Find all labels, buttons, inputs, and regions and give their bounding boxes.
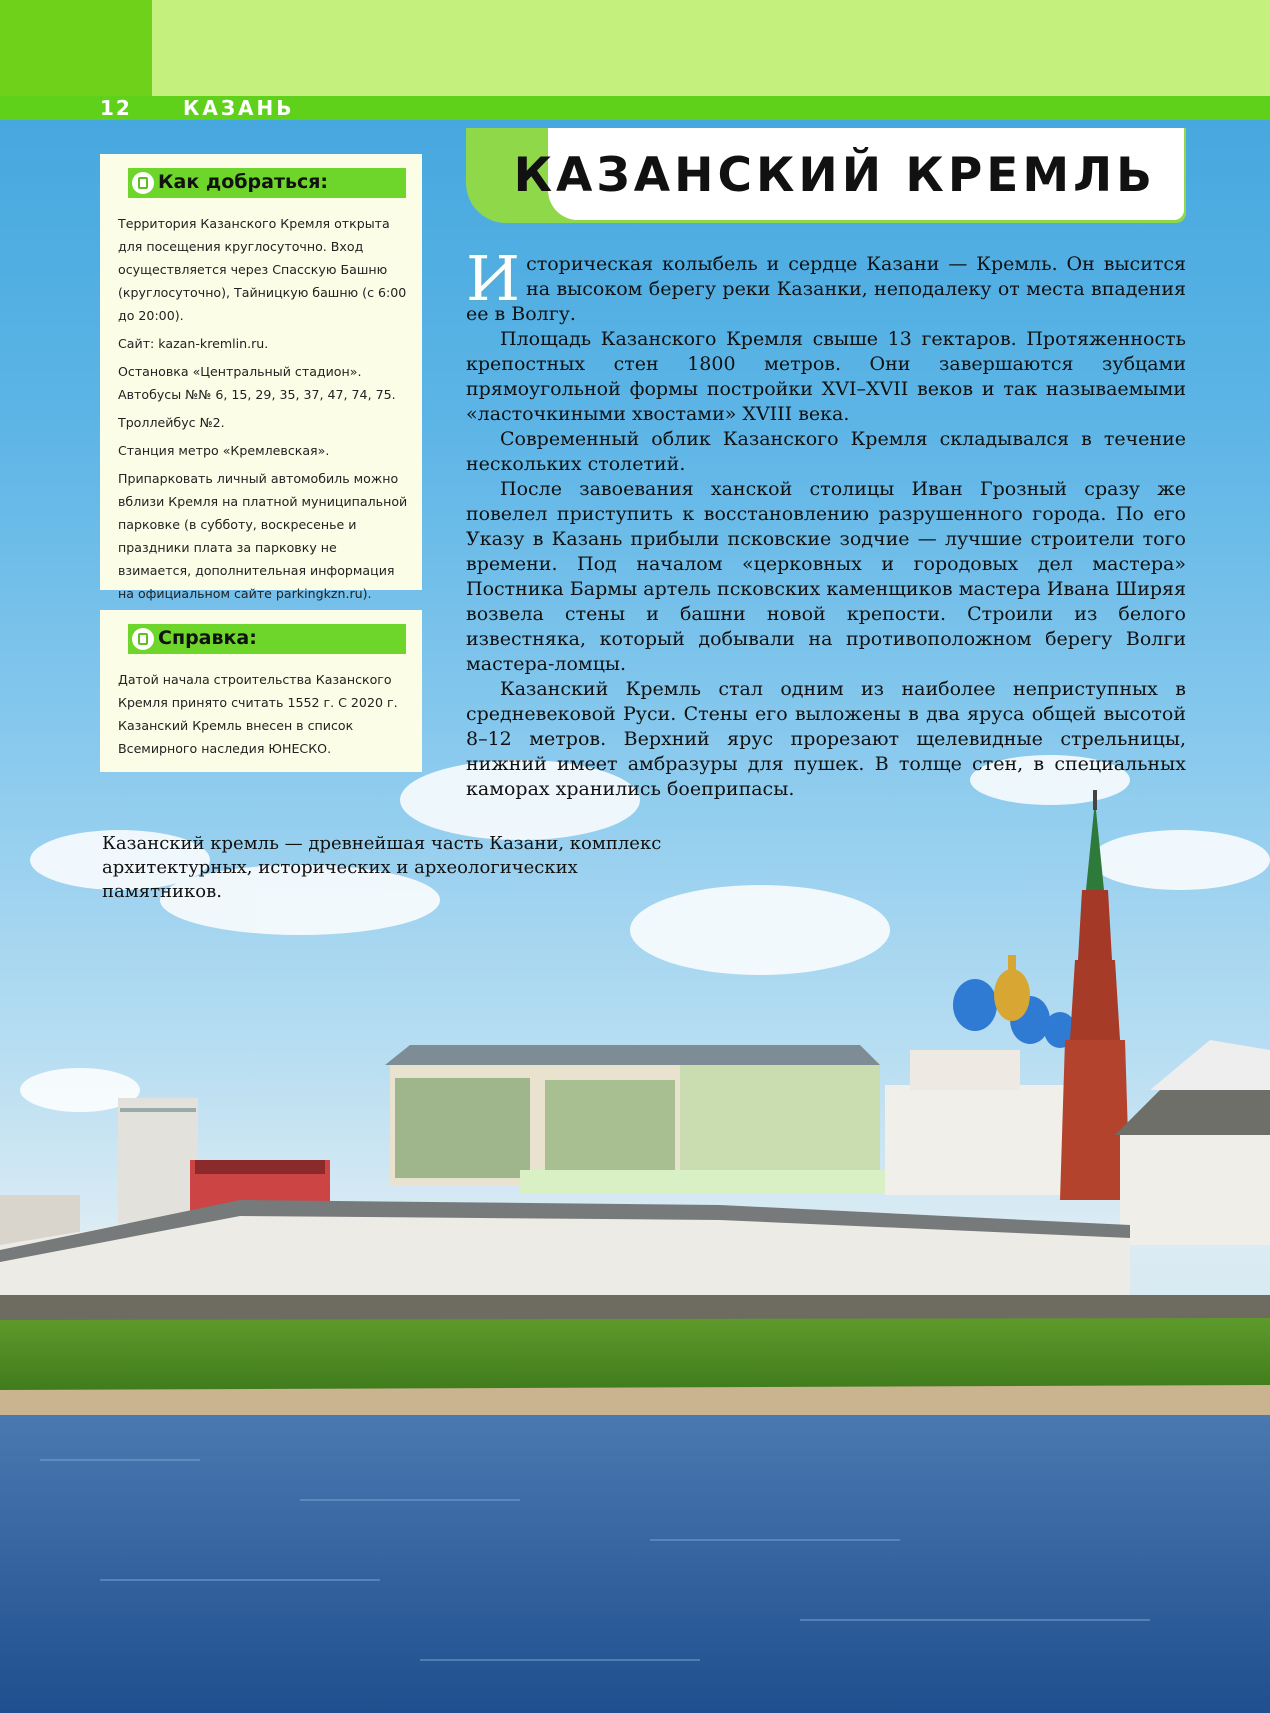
section-title: КАЗАНЬ	[183, 96, 295, 120]
document-icon	[132, 628, 154, 650]
how-to-get-box	[100, 154, 422, 601]
page-title: КАЗАНСКИЙ КРЕМЛЬ	[513, 148, 1156, 203]
how-to-get-paragraph: Припарковать личный автомобиль можно вблизи Кремля на платной муниципальной парковке (в субботу, воскресенье и праздники плата за парковку не взимается, дополнительная информация на официальном сайте parkingkzn.ru).	[118, 471, 408, 601]
bus-icon	[132, 172, 154, 194]
how-to-get-paragraph: Территория Казанского Кремля открыта для посещения круглосуточно. Вход осуществляется через Спасскую Башню (круглосуточно), Тайницкую башню (с 6:00 до 20:00).	[118, 216, 407, 323]
how-to-get-body	[118, 212, 412, 610]
top-band	[0, 0, 1270, 96]
top-band-strip	[0, 0, 152, 96]
article-first-text: сторическая колыбель и сердце Казани — Кремль. Он высится на высоком берегу реки Казанки, неподалеку от места впадения ее в Волгу.	[466, 253, 1186, 325]
photo-caption: Казанский кремль — древнейшая часть Казани, комплекс архитектурных, исторических и археологических памятников.	[102, 833, 662, 902]
article-paragraph	[466, 242, 1186, 327]
article-paragraph: После завоевания ханской столицы Иван Грозный сразу же повелел приступить к восстановлению разрушенного города. По его Указу в Казань прибыли псковские зодчие — лучшие строители того времени. Под началом «церковных и городовых дел мастера» Постника Бармы артель псковских каменщиков мастера Ивана Ширяя возвела стены и башни новой крепости. Строили из белого известняка, который добывали на противоположном берегу Волги мастера-ломцы.	[466, 478, 1186, 675]
article-body	[466, 242, 1186, 802]
how-to-get-paragraph: Остановка «Центральный стадион». Автобусы №№ 6, 15, 29, 35, 37, 47, 74, 75.	[118, 364, 396, 402]
title-box	[513, 128, 1184, 220]
article-paragraph: Современный облик Казанского Кремля складывался в течение нескольких столетий.	[466, 428, 1186, 475]
reference-heading: Справка:	[158, 627, 257, 649]
how-to-get-heading: Как добраться:	[158, 171, 329, 193]
reference-box	[100, 610, 422, 772]
page-number: 12	[100, 96, 132, 120]
how-to-get-header	[128, 168, 406, 198]
running-header	[0, 96, 1270, 120]
how-to-get-paragraph: Сайт: kazan-kremlin.ru.	[118, 336, 269, 351]
how-to-get-paragraph: Троллейбус №2.	[118, 415, 225, 430]
article-paragraph: Площадь Казанского Кремля свыше 13 гектаров. Протяженность крепостных стен 1800 метров. Они завершаются зубцами прямоугольной формы постройки XVI–XVII веков и так называемыми «ласточкиными хвостами» XVIII века.	[466, 328, 1186, 425]
article-paragraph: Казанский Кремль стал одним из наиболее неприступных в средневековой Руси. Стены его выложены в два яруса общей высотой 8–12 метров. Верхний ярус прорезают щелевидные стрельницы, нижний имеет амбразуры для пушек. В толще стен, в специальных каморах хранились боеприпасы.	[466, 678, 1186, 800]
reference-paragraph: Датой начала строительства Казанского Кремля принято считать 1552 г. С 2020 г. Казанский Кремль внесен в список Всемирного наследия ЮНЕСКО.	[118, 672, 398, 756]
how-to-get-paragraph: Станция метро «Кремлевская».	[118, 443, 330, 458]
drop-cap: И	[466, 242, 521, 315]
reference-body	[118, 668, 412, 765]
reference-header	[128, 624, 406, 654]
